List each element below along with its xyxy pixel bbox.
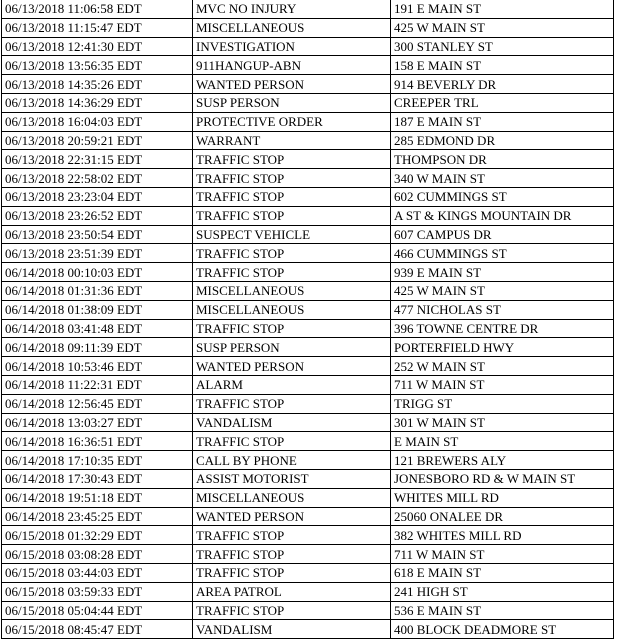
datetime-cell: 06/15/2018 08:45:47 EDT bbox=[2, 620, 193, 639]
table-row bbox=[2, 0, 614, 18]
table-row bbox=[2, 150, 614, 169]
incident-type-cell: TRAFFIC STOP bbox=[193, 187, 391, 206]
location-cell: E MAIN ST bbox=[391, 432, 614, 451]
table-row bbox=[2, 375, 614, 394]
incident-type-cell: ASSIST MOTORIST bbox=[193, 469, 391, 488]
datetime-cell: 06/13/2018 23:50:54 EDT bbox=[2, 225, 193, 244]
datetime-cell: 06/14/2018 17:30:43 EDT bbox=[2, 469, 193, 488]
datetime-cell: 06/14/2018 03:41:48 EDT bbox=[2, 319, 193, 338]
location-cell: PORTERFIELD HWY bbox=[391, 338, 614, 357]
location-cell: TRIGG ST bbox=[391, 394, 614, 413]
location-cell: 121 BREWERS ALY bbox=[391, 451, 614, 470]
datetime-cell: 06/14/2018 09:11:39 EDT bbox=[2, 338, 193, 357]
location-cell: 301 W MAIN ST bbox=[391, 413, 614, 432]
incident-type-cell: TRAFFIC STOP bbox=[193, 169, 391, 188]
incident-type-cell: TRAFFIC STOP bbox=[193, 601, 391, 620]
table-row bbox=[2, 56, 614, 75]
table-row bbox=[2, 338, 614, 357]
table-row bbox=[2, 187, 614, 206]
incident-type-cell: AREA PATROL bbox=[193, 582, 391, 601]
location-cell: 477 NICHOLAS ST bbox=[391, 300, 614, 319]
location-cell: 25060 ONALEE DR bbox=[391, 507, 614, 526]
table-row bbox=[2, 563, 614, 582]
location-cell: 340 W MAIN ST bbox=[391, 169, 614, 188]
incident-type-cell: TRAFFIC STOP bbox=[193, 526, 391, 545]
table-row bbox=[2, 75, 614, 94]
location-cell: 396 TOWNE CENTRE DR bbox=[391, 319, 614, 338]
table-row bbox=[2, 601, 614, 620]
table-row bbox=[2, 37, 614, 56]
datetime-cell: 06/13/2018 11:15:47 EDT bbox=[2, 18, 193, 37]
table-row bbox=[2, 545, 614, 564]
datetime-cell: 06/14/2018 13:03:27 EDT bbox=[2, 413, 193, 432]
incident-type-cell: WANTED PERSON bbox=[193, 75, 391, 94]
location-cell: 607 CAMPUS DR bbox=[391, 225, 614, 244]
table-row bbox=[2, 206, 614, 225]
datetime-cell: 06/14/2018 16:36:51 EDT bbox=[2, 432, 193, 451]
datetime-cell: 06/14/2018 01:38:09 EDT bbox=[2, 300, 193, 319]
datetime-cell: 06/13/2018 14:36:29 EDT bbox=[2, 93, 193, 112]
incident-type-cell: VANDALISM bbox=[193, 620, 391, 639]
datetime-cell: 06/14/2018 12:56:45 EDT bbox=[2, 394, 193, 413]
incident-type-cell: PROTECTIVE ORDER bbox=[193, 112, 391, 131]
datetime-cell: 06/14/2018 23:45:25 EDT bbox=[2, 507, 193, 526]
table-row bbox=[2, 582, 614, 601]
incident-type-cell: MISCELLANEOUS bbox=[193, 18, 391, 37]
datetime-cell: 06/14/2018 01:31:36 EDT bbox=[2, 281, 193, 300]
table-row bbox=[2, 432, 614, 451]
incident-type-cell: TRAFFIC STOP bbox=[193, 394, 391, 413]
incident-type-cell: TRAFFIC STOP bbox=[193, 319, 391, 338]
table-row bbox=[2, 93, 614, 112]
table-row bbox=[2, 488, 614, 507]
datetime-cell: 06/13/2018 11:06:58 EDT bbox=[2, 0, 193, 18]
table-row bbox=[2, 357, 614, 376]
incident-type-cell: CALL BY PHONE bbox=[193, 451, 391, 470]
table-row bbox=[2, 394, 614, 413]
table-row bbox=[2, 507, 614, 526]
location-cell: 602 CUMMINGS ST bbox=[391, 187, 614, 206]
incident-type-cell: SUSP PERSON bbox=[193, 338, 391, 357]
incident-type-cell: MISCELLANEOUS bbox=[193, 300, 391, 319]
datetime-cell: 06/14/2018 11:22:31 EDT bbox=[2, 375, 193, 394]
datetime-cell: 06/13/2018 23:26:52 EDT bbox=[2, 206, 193, 225]
incident-type-cell: SUSPECT VEHICLE bbox=[193, 225, 391, 244]
location-cell: WHITES MILL RD bbox=[391, 488, 614, 507]
datetime-cell: 06/15/2018 03:44:03 EDT bbox=[2, 563, 193, 582]
table-row bbox=[2, 131, 614, 150]
table-row bbox=[2, 319, 614, 338]
datetime-cell: 06/15/2018 01:32:29 EDT bbox=[2, 526, 193, 545]
incident-type-cell: TRAFFIC STOP bbox=[193, 545, 391, 564]
incident-type-cell: INVESTIGATION bbox=[193, 37, 391, 56]
datetime-cell: 06/13/2018 23:23:04 EDT bbox=[2, 187, 193, 206]
incident-type-cell: MISCELLANEOUS bbox=[193, 281, 391, 300]
incident-type-cell: MVC NO INJURY bbox=[193, 0, 391, 18]
table-row bbox=[2, 620, 614, 639]
incident-type-cell: TRAFFIC STOP bbox=[193, 206, 391, 225]
location-cell: 158 E MAIN ST bbox=[391, 56, 614, 75]
datetime-cell: 06/13/2018 20:59:21 EDT bbox=[2, 131, 193, 150]
datetime-cell: 06/13/2018 12:41:30 EDT bbox=[2, 37, 193, 56]
incident-type-cell: VANDALISM bbox=[193, 413, 391, 432]
incident-type-cell: TRAFFIC STOP bbox=[193, 150, 391, 169]
table-row bbox=[2, 281, 614, 300]
location-cell: CREEPER TRL bbox=[391, 93, 614, 112]
location-cell: 187 E MAIN ST bbox=[391, 112, 614, 131]
table-row bbox=[2, 526, 614, 545]
table-row bbox=[2, 225, 614, 244]
incident-log-table bbox=[1, 0, 614, 639]
incident-type-cell: WANTED PERSON bbox=[193, 507, 391, 526]
table-row bbox=[2, 112, 614, 131]
table-row bbox=[2, 169, 614, 188]
incident-log-body bbox=[2, 0, 614, 639]
location-cell: THOMPSON DR bbox=[391, 150, 614, 169]
datetime-cell: 06/14/2018 10:53:46 EDT bbox=[2, 357, 193, 376]
location-cell: 939 E MAIN ST bbox=[391, 263, 614, 282]
location-cell: 618 E MAIN ST bbox=[391, 563, 614, 582]
incident-type-cell: ALARM bbox=[193, 375, 391, 394]
table-row bbox=[2, 300, 614, 319]
table-row bbox=[2, 451, 614, 470]
location-cell: 536 E MAIN ST bbox=[391, 601, 614, 620]
incident-type-cell: TRAFFIC STOP bbox=[193, 432, 391, 451]
table-row bbox=[2, 18, 614, 37]
incident-type-cell: WANTED PERSON bbox=[193, 357, 391, 376]
location-cell: 914 BEVERLY DR bbox=[391, 75, 614, 94]
location-cell: 191 E MAIN ST bbox=[391, 0, 614, 18]
location-cell: 382 WHITES MILL RD bbox=[391, 526, 614, 545]
location-cell: 285 EDMOND DR bbox=[391, 131, 614, 150]
incident-type-cell: 911HANGUP-ABN bbox=[193, 56, 391, 75]
datetime-cell: 06/14/2018 00:10:03 EDT bbox=[2, 263, 193, 282]
table-row bbox=[2, 244, 614, 263]
datetime-cell: 06/13/2018 23:51:39 EDT bbox=[2, 244, 193, 263]
incident-type-cell: TRAFFIC STOP bbox=[193, 244, 391, 263]
table-row bbox=[2, 263, 614, 282]
location-cell: 711 W MAIN ST bbox=[391, 545, 614, 564]
location-cell: 466 CUMMINGS ST bbox=[391, 244, 614, 263]
datetime-cell: 06/15/2018 03:59:33 EDT bbox=[2, 582, 193, 601]
table-row bbox=[2, 469, 614, 488]
location-cell: 711 W MAIN ST bbox=[391, 375, 614, 394]
datetime-cell: 06/14/2018 17:10:35 EDT bbox=[2, 451, 193, 470]
incident-type-cell: TRAFFIC STOP bbox=[193, 563, 391, 582]
location-cell: 241 HIGH ST bbox=[391, 582, 614, 601]
datetime-cell: 06/15/2018 03:08:28 EDT bbox=[2, 545, 193, 564]
incident-type-cell: SUSP PERSON bbox=[193, 93, 391, 112]
datetime-cell: 06/13/2018 13:56:35 EDT bbox=[2, 56, 193, 75]
incident-type-cell: WARRANT bbox=[193, 131, 391, 150]
location-cell: 425 W MAIN ST bbox=[391, 281, 614, 300]
datetime-cell: 06/13/2018 14:35:26 EDT bbox=[2, 75, 193, 94]
location-cell: 300 STANLEY ST bbox=[391, 37, 614, 56]
location-cell: 252 W MAIN ST bbox=[391, 357, 614, 376]
datetime-cell: 06/13/2018 22:58:02 EDT bbox=[2, 169, 193, 188]
table-row bbox=[2, 413, 614, 432]
location-cell: 425 W MAIN ST bbox=[391, 18, 614, 37]
location-cell: JONESBORO RD & W MAIN ST bbox=[391, 469, 614, 488]
datetime-cell: 06/15/2018 05:04:44 EDT bbox=[2, 601, 193, 620]
location-cell: 400 BLOCK DEADMORE ST bbox=[391, 620, 614, 639]
location-cell: A ST & KINGS MOUNTAIN DR bbox=[391, 206, 614, 225]
incident-type-cell: TRAFFIC STOP bbox=[193, 263, 391, 282]
datetime-cell: 06/14/2018 19:51:18 EDT bbox=[2, 488, 193, 507]
datetime-cell: 06/13/2018 16:04:03 EDT bbox=[2, 112, 193, 131]
incident-type-cell: MISCELLANEOUS bbox=[193, 488, 391, 507]
datetime-cell: 06/13/2018 22:31:15 EDT bbox=[2, 150, 193, 169]
